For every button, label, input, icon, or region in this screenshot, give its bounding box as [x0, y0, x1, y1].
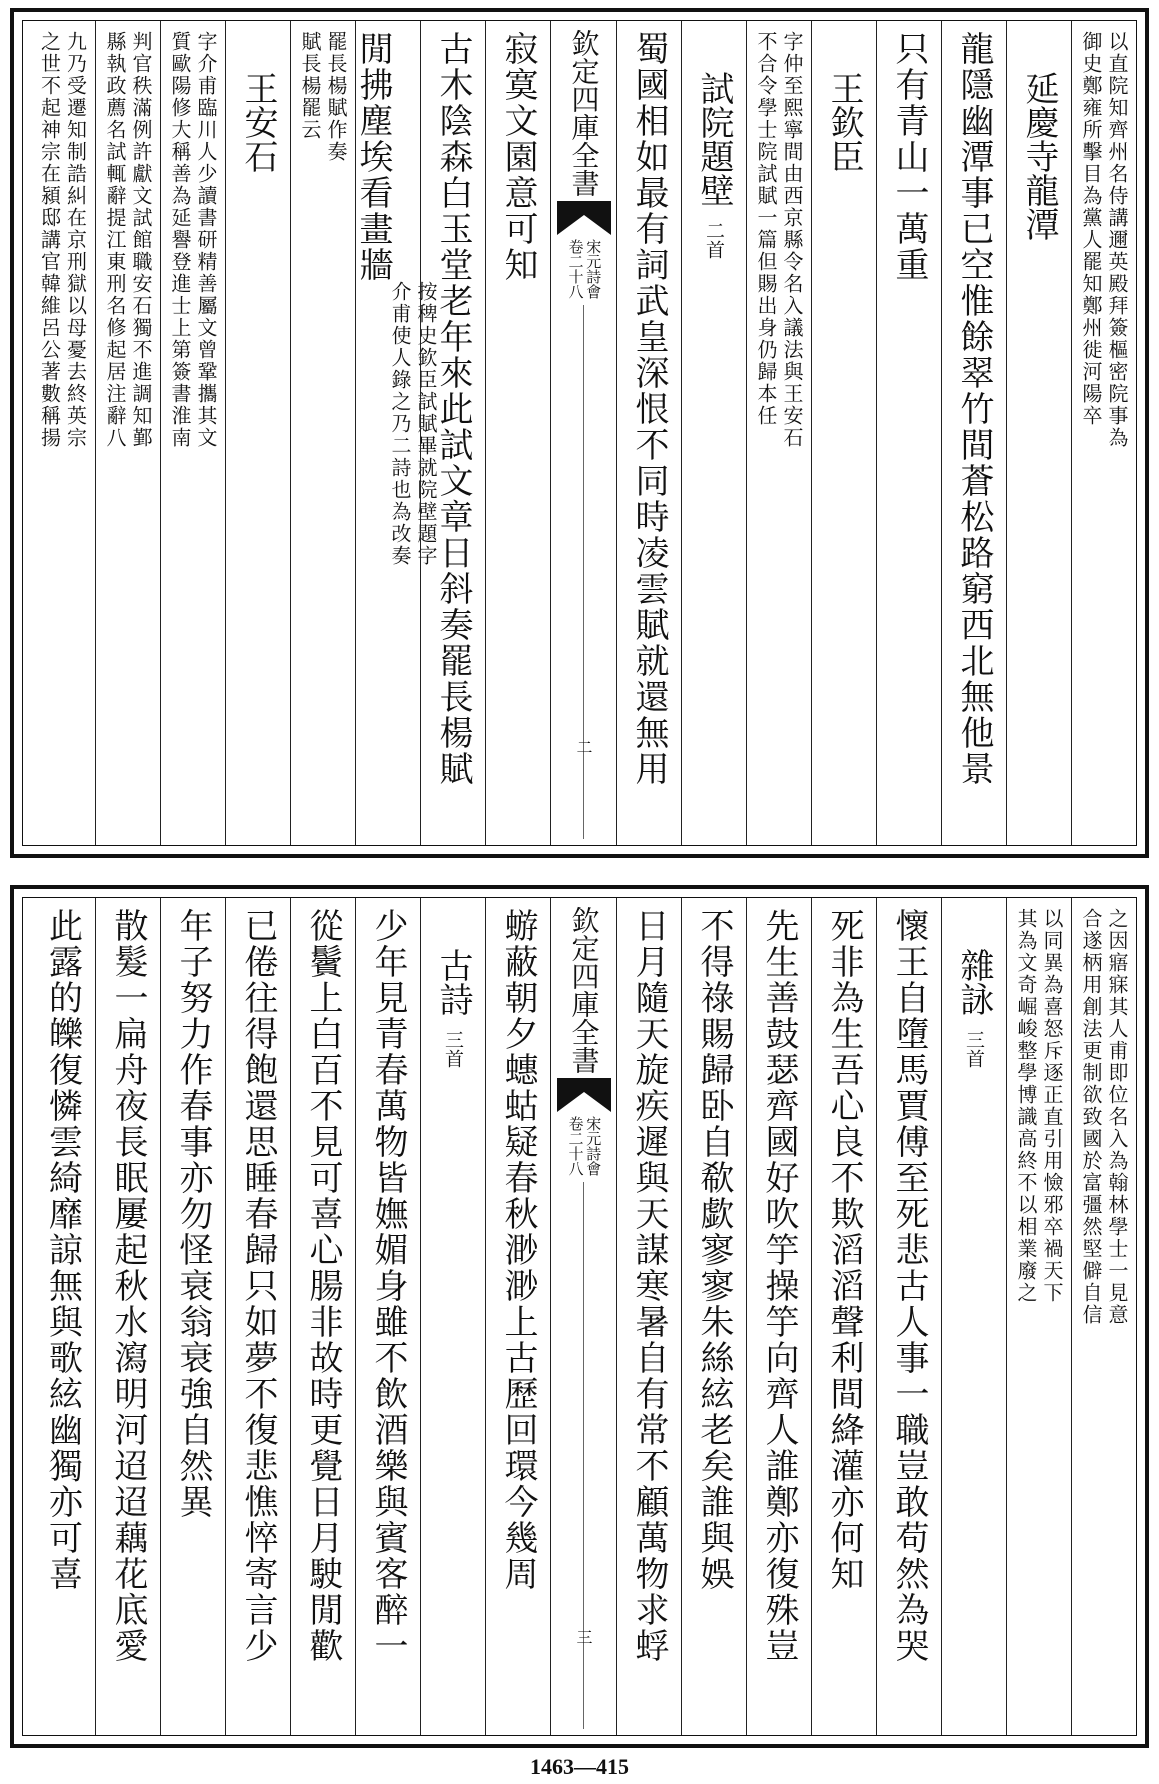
text-column: [353, 21, 438, 845]
spine-page-number: 三: [574, 1629, 593, 1645]
heading-title: 延慶寺龍潭: [1019, 71, 1059, 241]
section-heading: [1019, 31, 1059, 845]
poem-line: 年子努力作春事亦勿怪衰翁衰強自然異: [173, 908, 213, 1520]
annotation: [1081, 908, 1127, 1735]
heading-count: 三首: [963, 1030, 985, 1068]
poem-line: 少年見青春萬物皆嫵媚身雖不飲酒樂與賓客醉一: [368, 908, 408, 1664]
annotation: [1081, 31, 1127, 845]
annotation-line: 以直院知齊州名侍講邇英殿拜簽樞密院事為: [1105, 31, 1129, 449]
annotation-line: 按稗史欽臣試賦畢就院壁題字: [414, 281, 438, 567]
poem-line: 寂寞文園意可知: [498, 31, 538, 283]
poem-line: 閒拂塵埃看畫牆: [353, 31, 393, 283]
section-heading: [238, 31, 278, 845]
spine-volume-line: 宋元詩會: [584, 239, 603, 299]
text-column: [95, 21, 160, 845]
annotation-line: 以同異為喜怒斥逐正直引用憸邪卒禍天下: [1040, 908, 1064, 1304]
text-column: [420, 898, 485, 1735]
text-column: [876, 21, 941, 845]
section-heading: [694, 31, 734, 845]
annotation-line: 九乃受遷知制誥糾在京刑獄以母憂去終英宗: [63, 31, 88, 449]
annotation-line: 罷長楊賦作奏: [324, 31, 348, 163]
poem-line: 龍隱幽潭事已空惟餘翠竹間蒼松路窮西北無他景: [954, 31, 994, 787]
poem-line: 古木陰森白玉堂老年來此試文章日斜奏罷長楊賦: [433, 31, 473, 787]
annotation-line: 判官秩滿例許獻文試館職安石獨不進調知鄞: [129, 31, 153, 449]
poem-line: 日月隨天旋疾遲與天謀寒暑自有常不顧萬物求蜉: [629, 908, 669, 1664]
text-column: [420, 21, 485, 845]
text-column: [1006, 21, 1071, 845]
poem-line: 先生善鼓瑟齊國好吹竽操竽向齊人誰鄭亦復殊豈: [759, 908, 799, 1664]
page-bottom: [10, 885, 1149, 1748]
annotation-line: 不合令學士院試賦一篇但賜出身仍歸本任: [754, 31, 778, 427]
poem-line: 從鬢上白百不見可喜心腸非故時更覺日月駛閒歡: [303, 908, 343, 1664]
heading-title: 王欽臣: [824, 71, 864, 173]
fish-tail-mark-icon: [557, 201, 611, 235]
text-column: [95, 898, 160, 1735]
text-column: [1071, 898, 1136, 1735]
text-column: [616, 898, 681, 1735]
text-column: [811, 898, 876, 1735]
section-heading: [433, 908, 473, 1735]
poem-line: 蝣蔽朝夕蟪蛄疑春秋渺渺上古歷回環今幾周: [498, 908, 538, 1592]
section-heading: [954, 908, 994, 1735]
poem-line: 只有青山一萬重: [889, 31, 929, 283]
text-column: [30, 21, 95, 845]
text-column: [355, 898, 420, 1735]
heading-count: 三首: [442, 1030, 464, 1068]
annotation-line: 字介甫臨川人少讀書研精善屬文曾鞏攜其文: [194, 31, 218, 449]
page-number-footer: 1463—415: [530, 1754, 629, 1779]
heading-title: 古詩: [433, 948, 473, 1016]
annotation: [756, 31, 802, 845]
annotation-line: 之因寤寐其人甫即位名入為翰林學士一見意: [1105, 908, 1129, 1326]
annotation: [300, 31, 346, 845]
page-spine: [550, 898, 616, 1735]
annotation: [37, 31, 88, 845]
poem-line: 懷王自墮馬賈傅至死悲古人事一職豈敢苟然為哭: [889, 908, 929, 1664]
heading-title: 王安石: [238, 71, 278, 173]
text-column: [681, 898, 746, 1735]
text-column: [160, 898, 225, 1735]
annotation-line: 合遂柄用創法更制欲致國於富彊然堅僻自信: [1079, 908, 1103, 1326]
annotation-line: 御史鄭雍所擊目為黨人罷知鄭州徙河陽卒: [1079, 31, 1103, 427]
fish-tail-mark-icon: [557, 1078, 611, 1112]
text-column: [290, 21, 355, 845]
spine-title: 欽定四庫全書: [567, 29, 601, 197]
text-column: [160, 21, 225, 845]
text-column: [941, 21, 1006, 845]
page-bottom-columns: [22, 897, 1137, 1736]
spine-title: 欽定四庫全書: [567, 906, 601, 1074]
poem-line: 散髮一扁舟夜長眠屢起秋水瀉明河迢迢藕花底愛: [108, 908, 148, 1664]
text-column: [746, 21, 811, 845]
text-column: [876, 898, 941, 1735]
annotation-line: 賦長楊罷云: [298, 31, 322, 141]
heading-title: 試院題壁: [694, 71, 734, 207]
text-column: [681, 21, 746, 845]
annotation-line: 之世不起神宗在潁邸講官韓維呂公著數稱揚: [37, 31, 62, 449]
annotation: [1016, 908, 1062, 1735]
heading-count: 二首: [703, 221, 725, 259]
text-column: [290, 898, 355, 1735]
annotation: [105, 31, 151, 845]
text-column: [616, 21, 681, 845]
poem-line: 此露的皪復憐雲綺靡諒無與歌絃幽獨亦可喜: [42, 908, 83, 1592]
page-top-columns: [22, 20, 1137, 846]
annotation-line: 縣執政薦名試輒辭提江東刑名修起居注辭八: [103, 31, 127, 449]
section-heading: [824, 31, 864, 845]
heading-title: 雜詠: [954, 948, 994, 1016]
page-top: [10, 8, 1149, 858]
spine-volume: [567, 239, 601, 299]
page-spine: [550, 21, 616, 845]
text-column: [485, 21, 550, 845]
annotation-line: 介甫使人錄之乃二詩也為改奏: [388, 281, 412, 567]
poem-line: 死非為生吾心良不欺滔滔聲利間絳灌亦何知: [824, 908, 864, 1592]
text-column: [811, 21, 876, 845]
annotation-line: 質歐陽修大稱善為延譽登進士上第簽書淮南: [168, 31, 192, 449]
spine-page-number: 二: [574, 739, 593, 755]
text-column: [225, 21, 290, 845]
spine-volume: [567, 1116, 601, 1176]
annotation: [170, 31, 216, 845]
text-column: [30, 898, 95, 1735]
spine-rule: [583, 305, 584, 839]
poem-line: 不得祿賜歸卧自欷歔寥寥朱絲絃老矣誰與娛: [694, 908, 734, 1592]
spine-volume-line: 卷二十八: [566, 1116, 585, 1176]
spine-volume-line: 宋元詩會: [584, 1116, 603, 1176]
spine-volume-line: 卷二十八: [566, 239, 585, 299]
text-column: [485, 898, 550, 1735]
poem-line: 蜀國相如最有詞武皇深恨不同時凌雲賦就還無用: [629, 31, 669, 787]
spine-rule: [583, 1182, 584, 1729]
annotation-line: 字仲至熙寧間由西京縣令名入議法與王安石: [780, 31, 804, 449]
poem-line: 已倦往得飽還思睡春歸只如夢不復悲憔悴寄言少: [238, 908, 278, 1664]
text-column: [941, 898, 1006, 1735]
annotation-line: 其為文奇崛峻整學博識高終不以相業廢之: [1014, 908, 1038, 1304]
text-column: [225, 898, 290, 1735]
text-column: [1071, 21, 1136, 845]
text-column: [1006, 898, 1071, 1735]
text-column: [746, 898, 811, 1735]
